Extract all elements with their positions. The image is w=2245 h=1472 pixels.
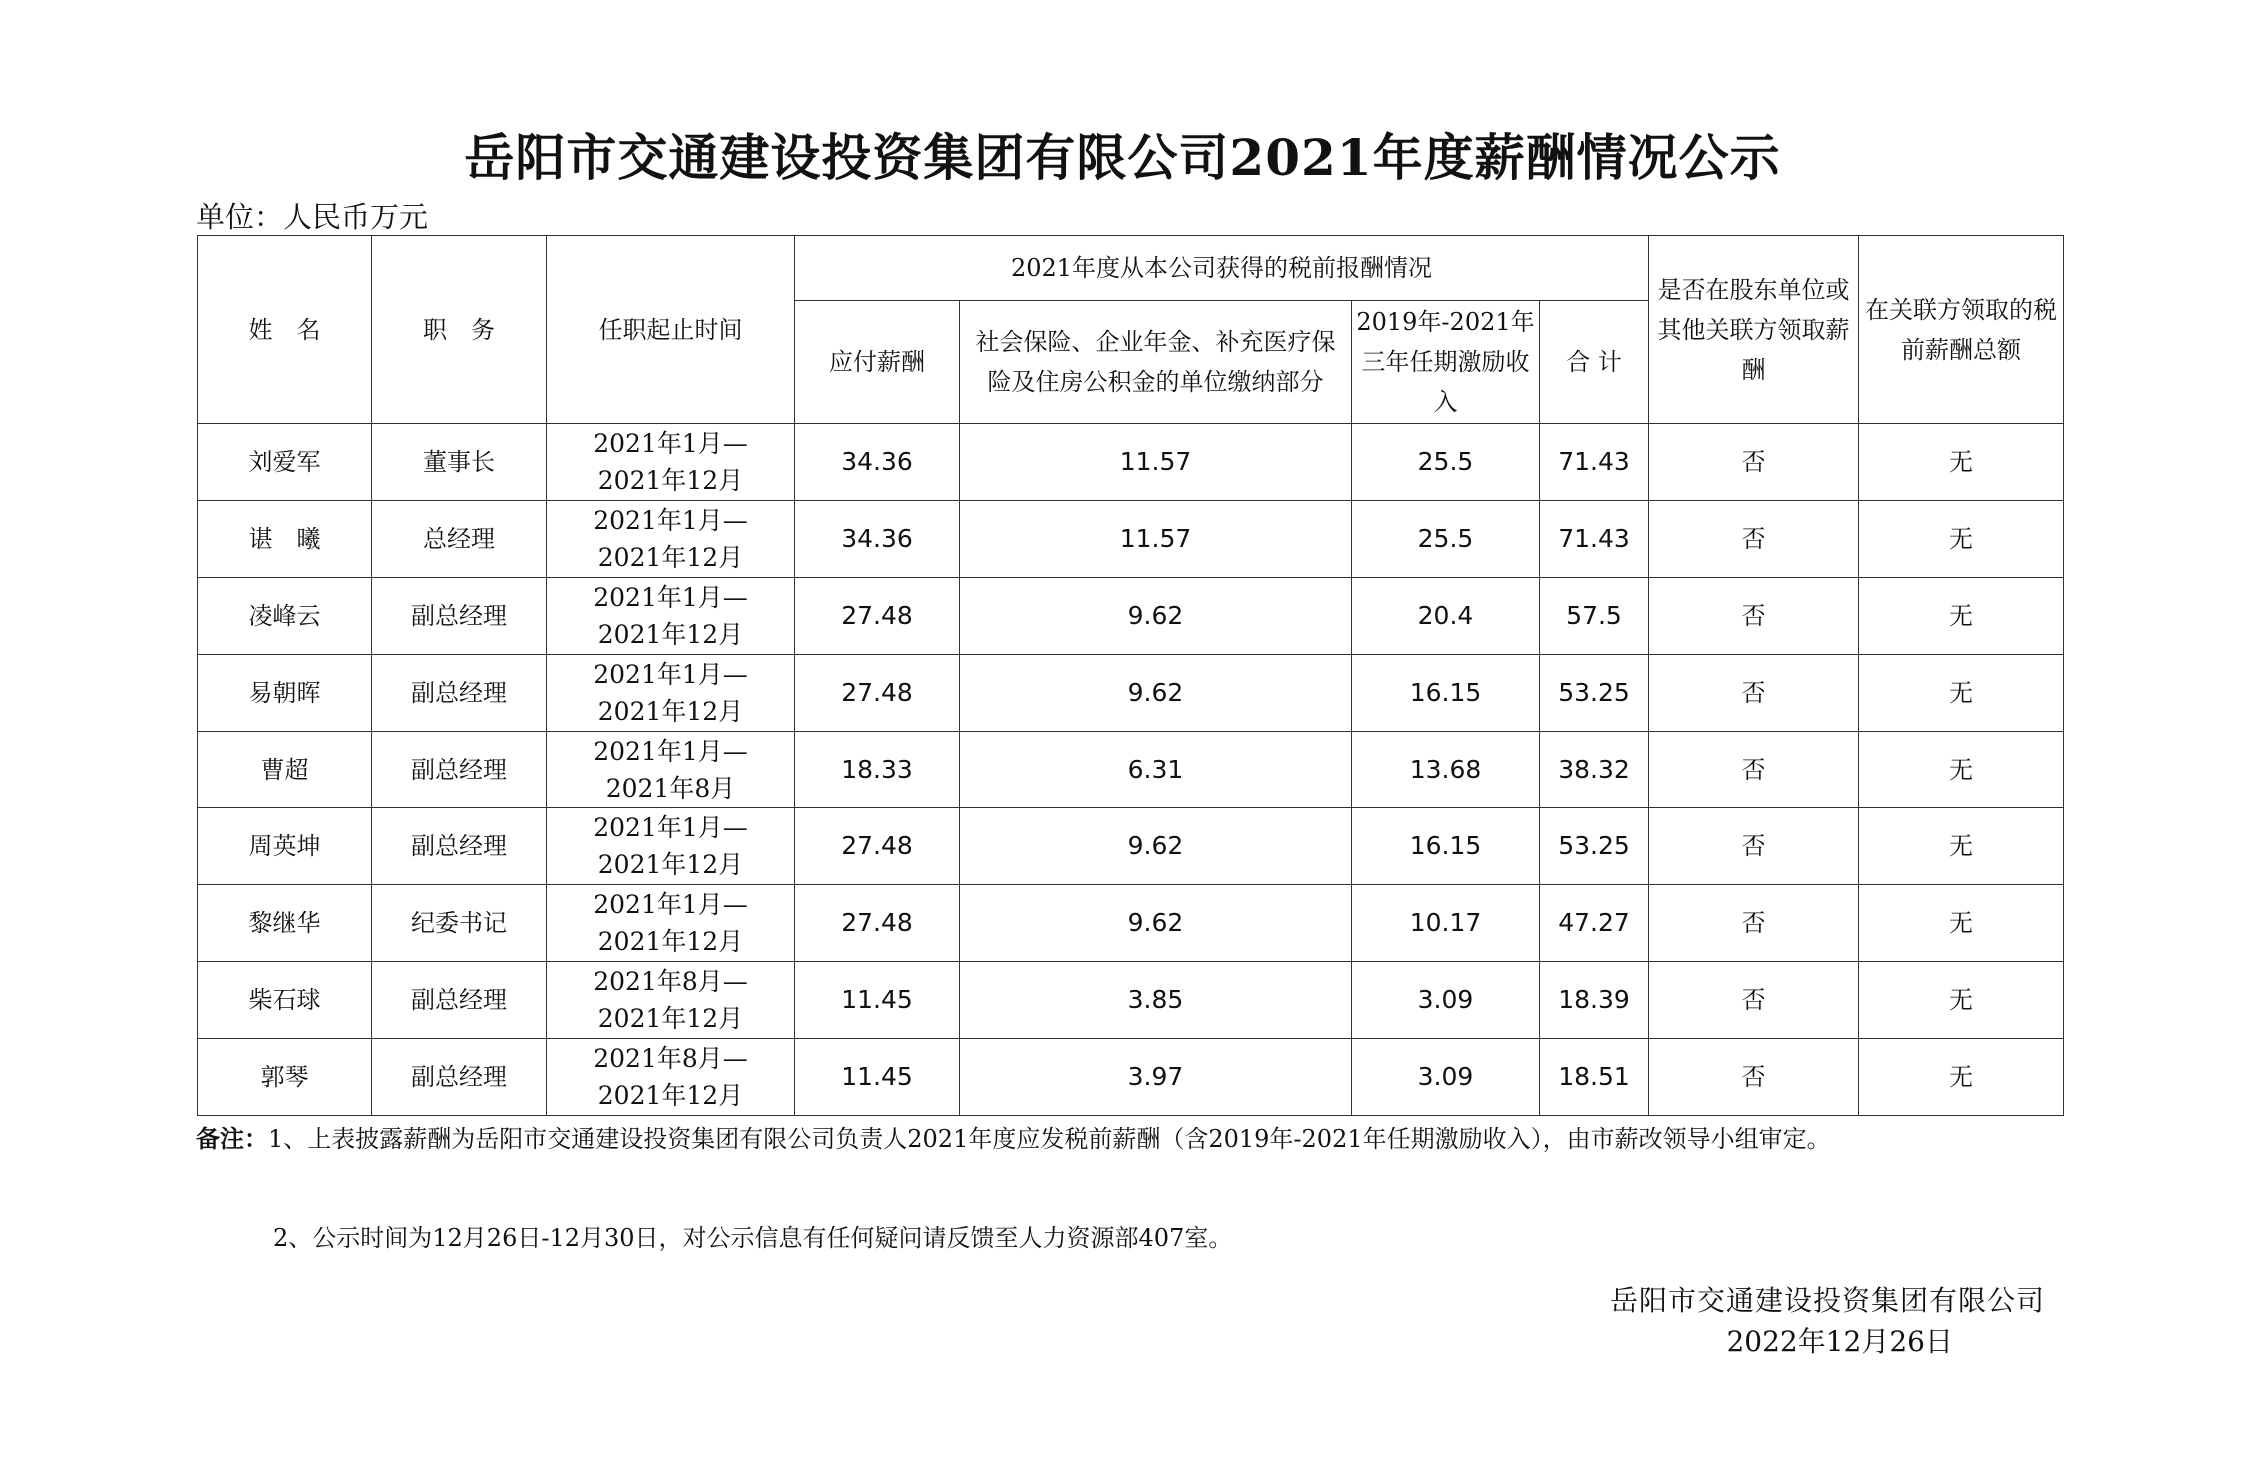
cell-incentive: 16.15 [1352,808,1540,885]
term-end: 2021年12月 [597,542,744,572]
cell-shareholder: 否 [1649,577,1859,654]
cell-position: 副总经理 [372,1039,547,1116]
cell-term [547,885,795,962]
cell-position: 副总经理 [372,808,547,885]
cell-incentive: 20.4 [1352,577,1540,654]
cell-position: 总经理 [372,500,547,577]
cell-insurance: 9.62 [960,808,1352,885]
header-related-pay: 在关联方领取的税前薪酬总额 [1859,236,2064,424]
cell-salary: 27.48 [795,577,960,654]
cell-insurance: 9.62 [960,577,1352,654]
cell-incentive: 25.5 [1352,424,1540,501]
cell-incentive: 13.68 [1352,731,1540,808]
table-row [198,424,2064,501]
cell-salary: 18.33 [795,731,960,808]
cell-insurance: 6.31 [960,731,1352,808]
term-end: 2021年12月 [597,927,744,957]
notes [196,1118,2066,1160]
cell-related: 无 [1859,731,2064,808]
header-position: 职 务 [372,236,547,424]
cell-insurance: 11.57 [960,500,1352,577]
header-pretax-group: 2021年度从本公司获得的税前报酬情况 [795,236,1649,301]
term-start: 2021年1月— [593,659,748,689]
cell-term [547,1039,795,1116]
cell-total: 71.43 [1540,500,1649,577]
cell-position: 纪委书记 [372,885,547,962]
cell-term [547,577,795,654]
cell-related: 无 [1859,577,2064,654]
cell-incentive: 3.09 [1352,1039,1540,1116]
table-row [198,885,2064,962]
cell-name: 郭琴 [198,1039,372,1116]
cell-name: 黎继华 [198,885,372,962]
table-row [198,654,2064,731]
cell-name: 刘爱军 [198,424,372,501]
cell-name: 曹超 [198,731,372,808]
table-row [198,962,2064,1039]
table-row [198,577,2064,654]
term-start: 2021年1月— [593,582,748,612]
cell-total: 18.51 [1540,1039,1649,1116]
cell-related: 无 [1859,808,2064,885]
cell-incentive: 16.15 [1352,654,1540,731]
term-start: 2021年8月— [593,967,748,997]
term-start: 2021年1月— [593,736,748,766]
header-salary: 应付薪酬 [795,301,960,424]
cell-name: 凌峰云 [198,577,372,654]
cell-name: 柴石球 [198,962,372,1039]
cell-term [547,962,795,1039]
cell-term [547,731,795,808]
cell-salary: 11.45 [795,1039,960,1116]
term-start: 2021年1月— [593,890,748,920]
header-shareholder-pay: 是否在股东单位或其他关联方领取薪酬 [1649,236,1859,424]
cell-shareholder: 否 [1649,1039,1859,1116]
header-term: 任职起止时间 [547,236,795,424]
term-start: 2021年8月— [593,1044,748,1074]
cell-salary: 11.45 [795,962,960,1039]
cell-incentive: 10.17 [1352,885,1540,962]
term-end: 2021年12月 [597,619,744,649]
cell-shareholder: 否 [1649,808,1859,885]
cell-term [547,654,795,731]
cell-salary: 27.48 [795,808,960,885]
cell-total: 18.39 [1540,962,1649,1039]
cell-total: 57.5 [1540,577,1649,654]
cell-term [547,424,795,501]
header-incentive: 2019年-2021年三年任期激励收入 [1352,301,1540,424]
cell-insurance: 3.97 [960,1039,1352,1116]
term-start: 2021年1月— [593,428,748,458]
table-row [198,1039,2064,1116]
header-insurance: 社会保险、企业年金、补充医疗保险及住房公积金的单位缴纳部分 [960,301,1352,424]
cell-shareholder: 否 [1649,962,1859,1039]
table-row [198,808,2064,885]
cell-related: 无 [1859,654,2064,731]
cell-total: 53.25 [1540,654,1649,731]
cell-insurance: 3.85 [960,962,1352,1039]
cell-related: 无 [1859,424,2064,501]
term-start: 2021年1月— [593,505,748,535]
header-total: 合 计 [1540,301,1649,424]
cell-related: 无 [1859,1039,2064,1116]
cell-total: 47.27 [1540,885,1649,962]
cell-position: 副总经理 [372,731,547,808]
term-end: 2021年12月 [597,696,744,726]
salary-table [197,235,2064,1116]
cell-term [547,500,795,577]
cell-related: 无 [1859,500,2064,577]
unit-label: 单位：人民币万元 [196,200,429,234]
cell-shareholder: 否 [1649,885,1859,962]
cell-total: 53.25 [1540,808,1649,885]
cell-shareholder: 否 [1649,500,1859,577]
notes-label: 备注： [196,1124,268,1153]
cell-shareholder: 否 [1649,424,1859,501]
cell-total: 71.43 [1540,424,1649,501]
cell-salary: 27.48 [795,885,960,962]
cell-incentive: 25.5 [1352,500,1540,577]
table-row [198,731,2064,808]
cell-name: 周英坤 [198,808,372,885]
term-end: 2021年12月 [597,465,744,495]
term-start: 2021年1月— [593,813,748,843]
cell-salary: 34.36 [795,500,960,577]
cell-related: 无 [1859,962,2064,1039]
cell-term [547,808,795,885]
cell-position: 副总经理 [372,654,547,731]
cell-position: 董事长 [372,424,547,501]
cell-position: 副总经理 [372,577,547,654]
header-name: 姓 名 [198,236,372,424]
cell-insurance: 11.57 [960,424,1352,501]
page-title: 岳阳市交通建设投资集团有限公司2021年度薪酬情况公示 [464,128,1781,187]
term-end: 2021年12月 [597,850,744,880]
note-2: 2、公示时间为12月26日-12月30日，对公示信息有任何疑问请反馈至人力资源部407室。 [273,1224,1233,1252]
cell-salary: 34.36 [795,424,960,501]
cell-total: 38.32 [1540,731,1649,808]
cell-position: 副总经理 [372,962,547,1039]
term-end: 2021年12月 [597,1004,744,1034]
cell-shareholder: 否 [1649,654,1859,731]
term-end: 2021年12月 [597,1081,744,1111]
cell-name: 谌 曦 [198,500,372,577]
signature-org: 岳阳市交通建设投资集团有限公司 [1609,1284,2045,1317]
table-row [198,500,2064,577]
signature-date: 2022年12月26日 [1726,1325,1953,1358]
cell-salary: 27.48 [795,654,960,731]
term-end: 2021年8月 [605,773,736,803]
cell-incentive: 3.09 [1352,962,1540,1039]
cell-shareholder: 否 [1649,731,1859,808]
cell-related: 无 [1859,885,2064,962]
note-1: 1、上表披露薪酬为岳阳市交通建设投资集团有限公司负责人2021年度应发税前薪酬（含2019年-2021年任期激励收入），由市薪改领导小组审定。 [268,1125,1831,1153]
cell-insurance: 9.62 [960,885,1352,962]
cell-name: 易朝晖 [198,654,372,731]
cell-insurance: 9.62 [960,654,1352,731]
